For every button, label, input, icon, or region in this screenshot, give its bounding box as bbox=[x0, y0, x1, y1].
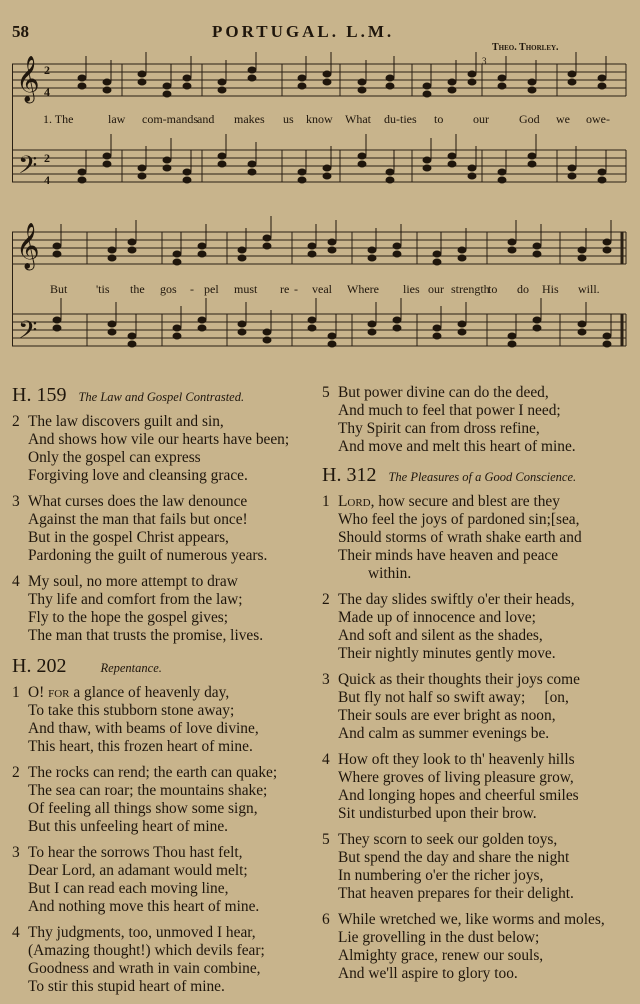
lyric-syllable: pel bbox=[204, 282, 219, 296]
note-head bbox=[533, 325, 541, 331]
note-head bbox=[458, 255, 466, 261]
note-head bbox=[128, 333, 136, 339]
time-signature: 2 bbox=[44, 151, 50, 165]
verse-line: The man that trusts the promise, lives. bbox=[28, 627, 264, 644]
bass-clef-icon: 𝄢 bbox=[18, 151, 38, 186]
note-head bbox=[173, 325, 181, 331]
verse-line: And shows how vile our hearts have been; bbox=[28, 431, 290, 448]
note-head bbox=[328, 341, 336, 347]
verse-line: But spend the day and share the night bbox=[338, 849, 570, 866]
verse-line: And longing hopes and cheerful smiles bbox=[338, 787, 579, 804]
note-head bbox=[368, 247, 376, 253]
note-head bbox=[108, 255, 116, 261]
note-head bbox=[368, 255, 376, 261]
note-head bbox=[568, 71, 576, 77]
note-head bbox=[603, 341, 611, 347]
verse-line: And we'll aspire to glory too. bbox=[338, 965, 518, 982]
stanza: 5 They scorn to seek our golden toys, But spend the day and share the night In numbering o'er the richer joys, That heaven prepares for their delight. bbox=[322, 831, 622, 903]
verse-line: Dear Lord, an adamant would melt; bbox=[28, 862, 248, 879]
note-head bbox=[238, 329, 246, 335]
note-head bbox=[393, 251, 401, 257]
note-head bbox=[183, 169, 191, 175]
note-head bbox=[108, 329, 116, 335]
note-head bbox=[198, 325, 206, 331]
verse-line: This heart, this frozen heart of mine. bbox=[28, 738, 253, 755]
verse-line: Against the man that fails but once! bbox=[28, 511, 248, 528]
note-head bbox=[103, 79, 111, 85]
note-head bbox=[138, 165, 146, 171]
verse-line: While wretched we, like worms and moles, bbox=[338, 911, 605, 928]
composer-credit: Theo. Thorley. bbox=[492, 42, 559, 53]
hymn-heading bbox=[12, 655, 312, 678]
note-head bbox=[108, 247, 116, 253]
note-head bbox=[508, 247, 516, 253]
hymn-number: H. 202 bbox=[12, 655, 67, 677]
note-head bbox=[508, 341, 516, 347]
note-head bbox=[238, 255, 246, 261]
verse-line: They scorn to seek our golden toys, bbox=[338, 831, 558, 848]
note-head bbox=[103, 161, 111, 167]
verse-line: Thy life and comfort from the law; bbox=[28, 591, 243, 608]
note-head bbox=[183, 75, 191, 81]
verse-line: In numbering o'er the richer joys, bbox=[338, 867, 544, 884]
note-head bbox=[568, 79, 576, 85]
note-head bbox=[298, 83, 306, 89]
note-head bbox=[458, 321, 466, 327]
verse-line: Only the gospel can express bbox=[28, 449, 201, 466]
note-head bbox=[598, 177, 606, 183]
note-head bbox=[468, 173, 476, 179]
verse-line: And calm as summer evenings be. bbox=[338, 725, 550, 742]
stanza: 3 What curses does the law denounce Against the man that fails but once! But in the gospel Christ appears, Pardoning the guilt of numerous years. bbox=[12, 493, 312, 565]
note-head bbox=[308, 251, 316, 257]
note-head bbox=[328, 247, 336, 253]
verse-line: a glance of heavenly day, bbox=[69, 684, 230, 701]
note-head bbox=[218, 79, 226, 85]
verse-line: Of feeling all things show some sign, bbox=[28, 800, 258, 817]
verse-line: But I can read each moving line, bbox=[28, 880, 229, 897]
note-head bbox=[53, 251, 61, 257]
note-head bbox=[173, 259, 181, 265]
note-head bbox=[263, 235, 271, 241]
stanza: 2 The rocks can rend; the earth can quake; The sea can roar; the mountains shake; Of feeling all things show some sign, But this unfeeling heart of mine. bbox=[12, 764, 312, 836]
note-head bbox=[138, 79, 146, 85]
note-head bbox=[103, 153, 111, 159]
note-head bbox=[368, 321, 376, 327]
lyric-syllable: makes bbox=[234, 112, 265, 126]
lyric-syllable: What bbox=[345, 112, 371, 126]
note-head bbox=[498, 169, 506, 175]
note-head bbox=[508, 239, 516, 245]
note-head bbox=[328, 239, 336, 245]
note-head bbox=[323, 165, 331, 171]
note-head bbox=[358, 87, 366, 93]
lyric-syllable: to bbox=[488, 282, 498, 296]
note-head bbox=[238, 321, 246, 327]
verse-line: The sea can roar; the mountains shake; bbox=[28, 782, 268, 799]
verse-line: Lie grovelling in the dust below; bbox=[338, 929, 540, 946]
right-column bbox=[322, 384, 622, 991]
note-head bbox=[173, 333, 181, 339]
note-head bbox=[53, 243, 61, 249]
note-head bbox=[263, 243, 271, 249]
lyric-syllable: Where bbox=[347, 282, 379, 296]
note-head bbox=[358, 161, 366, 167]
time-signature: 4 bbox=[44, 85, 50, 99]
note-head bbox=[568, 165, 576, 171]
note-head bbox=[568, 173, 576, 179]
note-head bbox=[598, 75, 606, 81]
note-head bbox=[433, 333, 441, 339]
note-head bbox=[53, 317, 61, 323]
note-head bbox=[163, 165, 171, 171]
note-head bbox=[163, 157, 171, 163]
verse-opening: Lord, bbox=[338, 493, 375, 510]
verse-line: How oft they look to th' heavenly hills bbox=[338, 751, 575, 768]
note-head bbox=[173, 251, 181, 257]
verse-line: Their souls are ever bright as noon, bbox=[338, 707, 556, 724]
note-head bbox=[508, 333, 516, 339]
note-head bbox=[323, 71, 331, 77]
note-head bbox=[458, 247, 466, 253]
verse-line: Forgiving love and cleansing grace. bbox=[28, 467, 248, 484]
verse-line: Their minds have heaven and peace bbox=[338, 547, 559, 564]
note-head bbox=[323, 173, 331, 179]
verse-line: Made up of innocence and love; bbox=[338, 609, 536, 626]
stanza: 4 How oft they look to th' heavenly hills Where groves of living pleasure grow, And longing hopes and cheerful smiles Sit undisturbed upon their brow. bbox=[322, 751, 622, 823]
verse-line: And nothing move this heart of mine. bbox=[28, 898, 260, 915]
verse-line: But fly not half so swift away; [on, bbox=[338, 689, 569, 706]
verse-line: But this unfeeling heart of mine. bbox=[28, 818, 229, 835]
verse-line: Sit undisturbed upon their brow. bbox=[338, 805, 537, 822]
lyric-syllable: 1. The bbox=[43, 112, 74, 126]
note-head bbox=[498, 75, 506, 81]
hymn-title: The Law and Gospel Contrasted. bbox=[78, 390, 245, 404]
note-head bbox=[78, 177, 86, 183]
lyric-syllable: us bbox=[283, 112, 294, 126]
hymn-heading bbox=[12, 384, 312, 407]
note-head bbox=[218, 87, 226, 93]
verse-opening: O! for bbox=[28, 684, 70, 701]
note-head bbox=[198, 251, 206, 257]
note-head bbox=[328, 333, 336, 339]
note-head bbox=[603, 333, 611, 339]
lyric-syllable: and bbox=[197, 112, 215, 126]
note-head bbox=[263, 337, 271, 343]
stanza: 1 O! for a glance of heavenly day, To take this stubborn stone away; And thaw, with beams of love divine, This heart, this frozen heart of mine. bbox=[12, 684, 312, 756]
stanza: 4 My soul, no more attempt to draw Thy life and comfort from the law; Fly to the hope the gospel gives; The man that trusts the promise, lives. bbox=[12, 573, 312, 645]
note-head bbox=[448, 79, 456, 85]
note-head bbox=[298, 169, 306, 175]
lyric-syllable: do bbox=[517, 282, 529, 296]
note-head bbox=[598, 169, 606, 175]
musical-score bbox=[12, 52, 628, 362]
page-number: 58 bbox=[12, 22, 29, 41]
verse-line: within. bbox=[368, 565, 412, 582]
stanza: 2 The day slides swiftly o'er their heads, Made up of innocence and love; And soft and silent as the shades, Their nightly minutes gently move. bbox=[322, 591, 622, 663]
note-head bbox=[108, 321, 116, 327]
verse-line: The law discovers guilt and sin, bbox=[28, 413, 224, 430]
note-head bbox=[163, 83, 171, 89]
note-head bbox=[603, 247, 611, 253]
note-head bbox=[498, 83, 506, 89]
lyric-syllable: will. bbox=[578, 282, 600, 296]
lyric-syllable: owe- bbox=[586, 112, 610, 126]
note-head bbox=[386, 169, 394, 175]
note-head bbox=[598, 83, 606, 89]
left-column bbox=[12, 384, 312, 1004]
tune-title: PORTUGAL. L.M. bbox=[212, 22, 395, 41]
lyric-syllable: law bbox=[108, 112, 126, 126]
note-head bbox=[263, 329, 271, 335]
note-head bbox=[138, 173, 146, 179]
note-head bbox=[468, 71, 476, 77]
lyric-syllable: our bbox=[428, 282, 444, 296]
note-head bbox=[386, 177, 394, 183]
lyric-syllable: our bbox=[473, 112, 489, 126]
note-head bbox=[393, 325, 401, 331]
note-head bbox=[386, 83, 394, 89]
lyric-syllable: But bbox=[50, 282, 68, 296]
note-head bbox=[183, 177, 191, 183]
note-head bbox=[358, 79, 366, 85]
note-head bbox=[578, 247, 586, 253]
note-head bbox=[528, 161, 536, 167]
stanza: 4 Thy judgments, too, unmoved I hear, (Amazing thought!) which devils fear; Goodness and wrath in vain combine, To stir this stupid heart of mine. bbox=[12, 924, 312, 996]
note-head bbox=[386, 75, 394, 81]
verse-line: And move and melt this heart of mine. bbox=[338, 438, 576, 455]
lyric-syllable: His bbox=[542, 282, 559, 296]
verse-line: My soul, no more attempt to draw bbox=[28, 573, 238, 590]
note-head bbox=[248, 67, 256, 73]
verse-line: Their nightly minutes gently move. bbox=[338, 645, 556, 662]
time-signature: 2 bbox=[44, 63, 50, 77]
note-head bbox=[423, 83, 431, 89]
verse-line: Should storms of wrath shake earth and bbox=[338, 529, 582, 546]
note-head bbox=[308, 325, 316, 331]
verse-line: But in the gospel Christ appears, bbox=[28, 529, 229, 546]
hymn-title: Repentance. bbox=[100, 661, 162, 675]
note-head bbox=[578, 321, 586, 327]
lyric-syllable: veal bbox=[312, 282, 332, 296]
note-head bbox=[423, 91, 431, 97]
lyric-syllable: the bbox=[130, 282, 145, 296]
note-head bbox=[528, 87, 536, 93]
note-head bbox=[138, 71, 146, 77]
note-head bbox=[448, 153, 456, 159]
note-head bbox=[423, 157, 431, 163]
note-head bbox=[298, 177, 306, 183]
lyric-syllable: 'tis bbox=[96, 282, 110, 296]
note-head bbox=[53, 325, 61, 331]
note-head bbox=[423, 165, 431, 171]
note-head bbox=[393, 243, 401, 249]
treble-clef-icon: 𝄞 bbox=[16, 56, 40, 102]
note-head bbox=[248, 169, 256, 175]
note-head bbox=[448, 87, 456, 93]
verse-line: Thy Spirit can from dross refine, bbox=[338, 420, 540, 437]
hymn-title: The Pleasures of a Good Conscience. bbox=[388, 470, 577, 484]
lyric-syllable: we bbox=[556, 112, 570, 126]
note-head bbox=[198, 317, 206, 323]
note-head bbox=[433, 259, 441, 265]
verse-line: And soft and silent as the shades, bbox=[338, 627, 543, 644]
verse-line: Quick as their thoughts their joys come bbox=[338, 671, 580, 688]
verse-line: But power divine can do the deed, bbox=[338, 384, 549, 401]
stanza: 3 Quick as their thoughts their joys come But fly not half so swift away; [on, Their souls are ever bright as noon, And calm as summer evenings be. bbox=[322, 671, 622, 743]
note-head bbox=[578, 329, 586, 335]
lyric-syllable: God bbox=[519, 112, 540, 126]
note-head bbox=[533, 317, 541, 323]
note-head bbox=[468, 165, 476, 171]
treble-clef-icon: 𝄞 bbox=[16, 223, 40, 269]
note-head bbox=[528, 153, 536, 159]
lyric-syllable: strength bbox=[451, 282, 490, 296]
note-head bbox=[218, 153, 226, 159]
note-head bbox=[528, 79, 536, 85]
lyric-syllable: du-ties bbox=[384, 112, 417, 126]
note-head bbox=[498, 177, 506, 183]
verse-line: how secure and blest are they bbox=[374, 493, 560, 510]
note-head bbox=[78, 75, 86, 81]
lyric-syllable: com-mands bbox=[142, 112, 198, 126]
verse-line: Who feel the joys of pardoned sin;[sea, bbox=[338, 511, 580, 528]
note-head bbox=[603, 239, 611, 245]
note-head bbox=[128, 341, 136, 347]
lyric-syllable: - bbox=[294, 282, 298, 296]
note-head bbox=[533, 251, 541, 257]
stanza: 5 But power divine can do the deed, And much to feel that power I need; Thy Spirit can from dross refine, And move and melt this heart of mine. bbox=[322, 384, 622, 456]
verse-line: Fly to the hope the gospel gives; bbox=[28, 609, 229, 626]
verse-line: Almighty grace, renew our souls, bbox=[338, 947, 544, 964]
note-head bbox=[218, 161, 226, 167]
note-head bbox=[128, 239, 136, 245]
bass-clef-icon: 𝄢 bbox=[18, 316, 38, 351]
note-head bbox=[163, 91, 171, 97]
verse-line: The day slides swiftly o'er their heads, bbox=[338, 591, 575, 608]
verse-line: To take this stubborn stone away; bbox=[28, 702, 235, 719]
note-head bbox=[248, 75, 256, 81]
note-head bbox=[458, 329, 466, 335]
verse-line: The rocks can rend; the earth can quake; bbox=[28, 764, 278, 781]
lyric-syllable: - bbox=[190, 282, 194, 296]
verse-line: Thy judgments, too, unmoved I hear, bbox=[28, 924, 256, 941]
lyric-syllable: to bbox=[434, 112, 444, 126]
note-head bbox=[308, 243, 316, 249]
note-head bbox=[103, 87, 111, 93]
note-head bbox=[468, 79, 476, 85]
verse-line: Pardoning the guilt of numerous years. bbox=[28, 547, 268, 564]
verse-line: That heaven prepares for their delight. bbox=[338, 885, 574, 902]
hymn-number: H. 159 bbox=[12, 384, 67, 406]
note-head bbox=[448, 161, 456, 167]
note-head bbox=[578, 255, 586, 261]
lyric-syllable: know bbox=[306, 112, 333, 126]
note-head bbox=[433, 251, 441, 257]
note-head bbox=[368, 329, 376, 335]
verse-line: Goodness and wrath in vain combine, bbox=[28, 960, 261, 977]
hymn-number: H. 312 bbox=[322, 464, 377, 486]
time-signature: 4 bbox=[44, 173, 50, 187]
verse-line: And much to feel that power I need; bbox=[338, 402, 561, 419]
note-head bbox=[298, 75, 306, 81]
verse-line: Where groves of living pleasure grow, bbox=[338, 769, 574, 786]
verse-line: To hear the sorrows Thou hast felt, bbox=[28, 844, 243, 861]
stanza: 1 Lord, how secure and blest are they Who feel the joys of pardoned sin;[sea, Should storms of wrath shake earth and Their minds have heaven and peace within. bbox=[322, 493, 622, 583]
note-head bbox=[393, 317, 401, 323]
stanza: 2 The law discovers guilt and sin, And shows how vile our hearts have been; Only the gospel can express Forgiving love and cleansing grace. bbox=[12, 413, 312, 485]
lyric-syllable: lies bbox=[403, 282, 420, 296]
note-head bbox=[248, 161, 256, 167]
note-head bbox=[433, 325, 441, 331]
note-head bbox=[198, 243, 206, 249]
verse-line: To stir this stupid heart of mine. bbox=[28, 978, 225, 995]
triplet-mark: 3 bbox=[482, 56, 487, 66]
verse-line: And thaw, with beams of love divine, bbox=[28, 720, 259, 737]
note-head bbox=[78, 169, 86, 175]
verse-line: (Amazing thought!) which devils fear; bbox=[28, 942, 265, 959]
hymn-heading bbox=[322, 464, 622, 487]
note-head bbox=[358, 153, 366, 159]
note-head bbox=[238, 247, 246, 253]
note-head bbox=[308, 317, 316, 323]
note-head bbox=[533, 243, 541, 249]
note-head bbox=[323, 79, 331, 85]
lyric-syllable: re bbox=[280, 282, 290, 296]
lyric-syllable: must bbox=[234, 282, 258, 296]
verse-line: What curses does the law denounce bbox=[28, 493, 248, 510]
note-head bbox=[78, 83, 86, 89]
stanza: 3 To hear the sorrows Thou hast felt, Dear Lord, an adamant would melt; But I can read each moving line, And nothing move this heart of mine. bbox=[12, 844, 312, 916]
stanza: 6 While wretched we, like worms and moles, Lie grovelling in the dust below; Almighty grace, renew our souls, And we'll aspire to glory too. bbox=[322, 911, 622, 983]
lyric-syllable: gos bbox=[160, 282, 177, 296]
note-head bbox=[183, 83, 191, 89]
note-head bbox=[128, 247, 136, 253]
